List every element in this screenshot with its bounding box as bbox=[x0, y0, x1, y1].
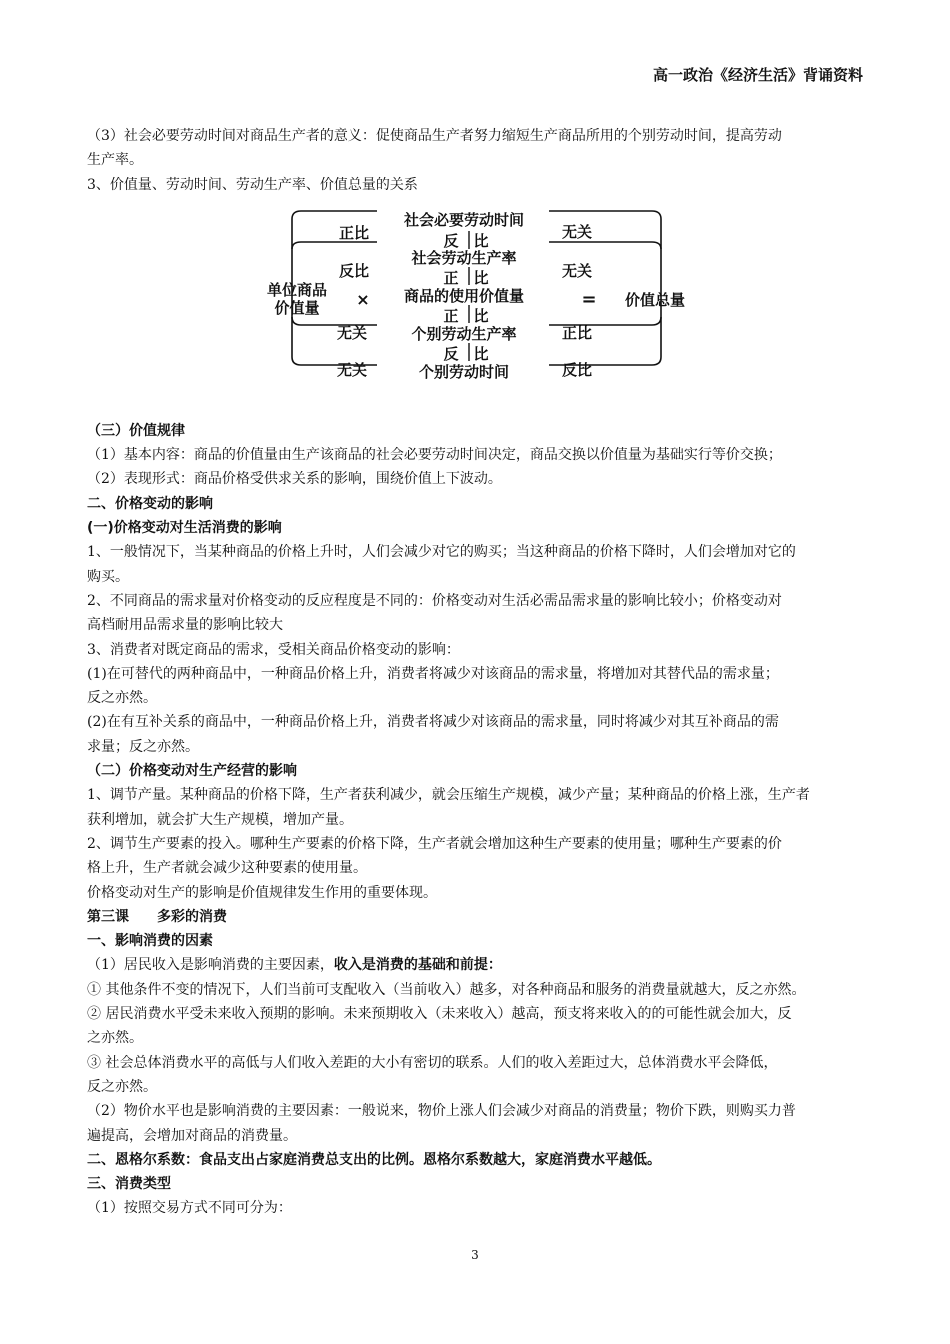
text-line bbox=[87, 856, 867, 880]
rel-label: 正 bbox=[443, 268, 459, 287]
left-rel-2: 反比 bbox=[338, 261, 370, 280]
text-line bbox=[87, 783, 867, 807]
page-number: 3 bbox=[471, 1248, 479, 1262]
text-line bbox=[87, 662, 867, 686]
label-individual-labor-time: 个别劳动时间 bbox=[418, 362, 510, 381]
line-text: (一)价格变动对生活消费的影响 bbox=[87, 520, 282, 537]
text-line bbox=[87, 1051, 867, 1075]
line-text: 一、影响消费的因素 bbox=[87, 933, 213, 950]
label-individual-labor-productivity: 个别劳动生产率 bbox=[411, 324, 517, 343]
line-text: 高档耐用品需求量的影响比较大 bbox=[87, 617, 283, 634]
text-line bbox=[87, 540, 867, 564]
left-rel-4: 无关 bbox=[336, 360, 368, 379]
line-text: 遍提高，会增加对商品的消费量。 bbox=[87, 1127, 297, 1144]
line-text: 之亦然。 bbox=[87, 1030, 143, 1047]
text-line bbox=[87, 1124, 867, 1148]
text-block-after-diagram bbox=[87, 419, 867, 1221]
text-line bbox=[87, 638, 867, 662]
heading-line bbox=[87, 516, 867, 540]
right-rel-4: 反比 bbox=[561, 360, 593, 379]
text-line bbox=[87, 881, 867, 905]
heading-line bbox=[87, 492, 867, 516]
line-text: 购买。 bbox=[87, 568, 129, 585]
right-rel-1: 无关 bbox=[561, 222, 593, 241]
text-line bbox=[87, 686, 867, 710]
line-text: (1)在可替代的两种商品中，一种商品价格上升，消费者将减少对该商品的需求量，将增加对其替代品的需求量； bbox=[87, 665, 779, 682]
line-text: (2)在有互补关系的商品中，一种商品价格上升，消费者将减少对该商品的需求量，同时将减少对其互补商品的需 bbox=[87, 714, 779, 731]
line-text: （三）价值规律 bbox=[87, 422, 185, 439]
line-text: 生产率。 bbox=[87, 152, 143, 169]
rel-label: 比 bbox=[473, 268, 489, 287]
line-text: 获利增加，就会扩大生产规模，增加产量。 bbox=[87, 811, 353, 828]
line-text: 3、消费者对既定商品的需求，受相关商品价格变动的影响： bbox=[87, 641, 460, 658]
equals-sign: = bbox=[581, 288, 597, 310]
heading-line bbox=[87, 905, 867, 929]
line-text: （1）居民收入是影响消费的主要因素， bbox=[87, 957, 334, 974]
text-line bbox=[87, 1002, 867, 1026]
label-total-value: 价值总量 bbox=[624, 290, 686, 309]
line-text: 3、价值量、劳动时间、劳动生产率、价值总量的关系 bbox=[87, 176, 418, 193]
right-rel-3: 正比 bbox=[561, 323, 593, 342]
text-line bbox=[87, 124, 867, 148]
label-unit-value-1: 单位商品 bbox=[266, 280, 328, 299]
heading-line bbox=[87, 1172, 867, 1196]
left-rel-3: 无关 bbox=[336, 323, 368, 342]
heading-line bbox=[87, 759, 867, 783]
rel-label: 比 bbox=[473, 231, 489, 250]
rel-label: 比 bbox=[473, 306, 489, 325]
heading-line bbox=[87, 419, 867, 443]
rel-label: 比 bbox=[473, 344, 489, 363]
page-content bbox=[87, 124, 867, 1221]
line-text: ② 居民消费水平受未来收入预期的影响。未来预期收入（未来收入）越高，预支将来收入的的可能性就会加大，反 bbox=[87, 1006, 792, 1023]
line-text: ① 其他条件不变的情况下，人们当前可支配收入（当前收入）越多，对各种商品和服务的消费量就越大，反之亦然。 bbox=[87, 981, 806, 998]
text-line bbox=[87, 173, 867, 197]
text-line bbox=[87, 953, 867, 977]
text-line bbox=[87, 978, 867, 1002]
left-rel-1: 正比 bbox=[338, 223, 370, 242]
text-line bbox=[87, 613, 867, 637]
line-text: （3）社会必要劳动时间对商品生产者的意义：促使商品生产者努力缩短生产商品所用的个别劳动时间，提高劳动 bbox=[87, 128, 782, 144]
line-text: 反之亦然。 bbox=[87, 690, 157, 707]
rel-label: 反 bbox=[443, 231, 459, 250]
text-line bbox=[87, 1075, 867, 1099]
line-text: （1）按照交易方式不同可分为： bbox=[87, 1200, 292, 1217]
line-text: ③ 社会总体消费水平的高低与人们收入差距的大小有密切的联系。人们的收入差距过大，总体消费水平会降低， bbox=[87, 1054, 778, 1071]
line-text: （1）基本内容：商品的价值量由生产该商品的社会必要劳动时间决定，商品交换以价值量为基础实行等价交换； bbox=[87, 447, 782, 464]
text-line bbox=[87, 808, 867, 832]
line-text: 格上升，生产者就会减少这种要素的使用量。 bbox=[87, 860, 367, 877]
text-line bbox=[87, 832, 867, 856]
label-use-value: 商品的使用价值量 bbox=[403, 286, 525, 305]
times-sign: × bbox=[356, 289, 370, 309]
heading-line bbox=[87, 929, 867, 953]
diagram-svg bbox=[87, 197, 867, 419]
line-text: 三、消费类型 bbox=[87, 1176, 171, 1193]
page-header-title: 高一政治《经济生活》背诵资料 bbox=[652, 66, 863, 84]
line-text: 1、一般情况下，当某种商品的价格上升时，人们会减少对它的购买；当这种商品的价格下降时，人们会增加对它的 bbox=[87, 544, 796, 561]
text-line bbox=[87, 443, 867, 467]
line-text: 2、调节生产要素的投入。哪种生产要素的价格下降，生产者就会增加这种生产要素的使用量；哪种生产要素的价 bbox=[87, 835, 782, 852]
rel-label: 正 bbox=[443, 306, 459, 325]
line-text: 2、不同商品的需求量对价格变动的反应程度是不同的：价格变动对生活必需品需求量的影响比较小；价格变动对 bbox=[87, 592, 782, 609]
label-unit-value-2: 价值量 bbox=[274, 298, 320, 317]
text-line bbox=[87, 589, 867, 613]
rel-label: 反 bbox=[443, 344, 459, 363]
line-text: 二、恩格尔系数：食品支出占家庭消费总支出的比例。恩格尔系数越大，家庭消费水平越低。 bbox=[87, 1151, 661, 1168]
text-line bbox=[87, 1026, 867, 1050]
text-line bbox=[87, 467, 867, 491]
line-text: 价格变动对生产的影响是价值规律发生作用的重要体现。 bbox=[87, 884, 437, 901]
text-line bbox=[87, 1196, 867, 1220]
heading-line bbox=[87, 1148, 867, 1172]
line-text: 求量；反之亦然。 bbox=[87, 738, 199, 755]
line-text: 1、调节产量。某种商品的价格下降，生产者获利减少，就会压缩生产规模，减少产量；某种商品的价格上涨，生产者 bbox=[87, 787, 810, 804]
line-emphasis: 收入是消费的基础和前提： bbox=[333, 957, 502, 974]
text-block-before-diagram bbox=[87, 124, 867, 197]
line-text: （2）表现形式：商品价格受供求关系的影响，围绕价值上下波动。 bbox=[87, 471, 502, 488]
line-text: 反之亦然。 bbox=[87, 1078, 157, 1095]
right-rel-2: 无关 bbox=[561, 261, 593, 280]
text-line bbox=[87, 710, 867, 734]
line-text: （二）价格变动对生产经营的影响 bbox=[87, 763, 297, 780]
text-line bbox=[87, 148, 867, 172]
line-text: 第三课 多彩的消费 bbox=[87, 908, 227, 925]
text-line bbox=[87, 735, 867, 759]
label-social-labor-productivity: 社会劳动生产率 bbox=[411, 248, 517, 267]
label-social-necessary-labor-time: 社会必要劳动时间 bbox=[403, 210, 525, 229]
line-text: 二、价格变动的影响 bbox=[87, 495, 213, 512]
line-text: （2）物价水平也是影响消费的主要因素：一般说来，物价上涨人们会减少对商品的消费量；物价下跌，则购买力普 bbox=[87, 1103, 796, 1120]
text-line bbox=[87, 565, 867, 589]
text-line bbox=[87, 1099, 867, 1123]
value-relation-diagram bbox=[87, 197, 867, 419]
